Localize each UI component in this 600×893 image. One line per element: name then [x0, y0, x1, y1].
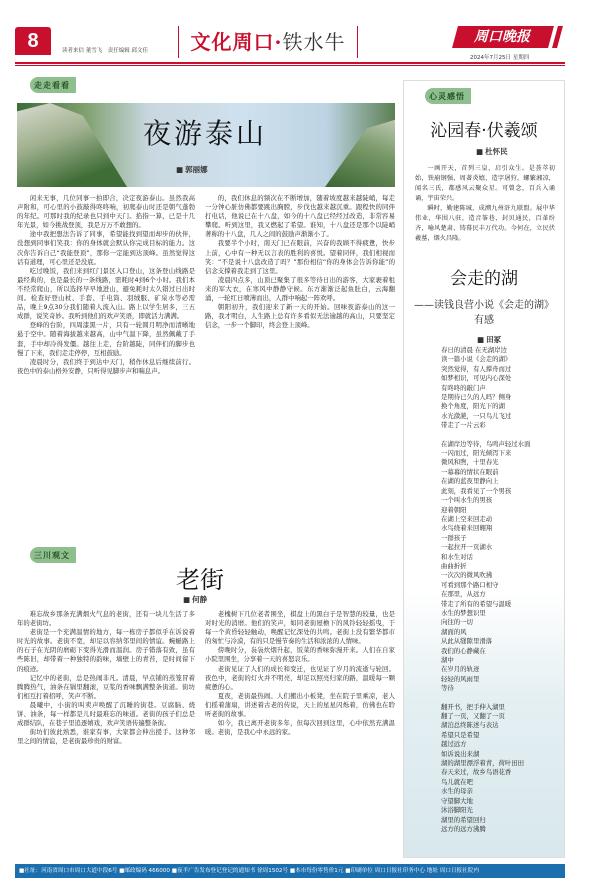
paragraph: 老街是一个充满温情的地方，每一栋房子都似乎在诉说着时光的故事。老街不宽，却足以容纳邻里间的情谊。蜿蜒路上的石子在光阴的磨砺下变得光滑而温润。房子错落有致，虽有些陈旧，却带着一种独特的韵味，墙壁上的青苔，是时间留下的痕迹。	[17, 628, 195, 673]
poem-title: 会走的湖	[450, 269, 518, 289]
poem1-text	[415, 164, 555, 242]
footer-bar: ■社址：河南省周口市周口大道中段6号 ■邮政编码 466000 ■夜半广告发布登记登记的通知书 徐周1502号 ■本市每份零售价1元 ■印刷单位 周口日报社印务中心 地址 周口日报社院内	[15, 864, 565, 878]
paragraph: 一画开天，首列三皇，启引众生。是荟萃初始，铁崩钢强，周著炎嬉，造字屠狩。螺繁湘凉，闻名三氏，都感风云聚众星。可曾念，百兵入诵诵，宇宙荣兴。	[415, 165, 555, 202]
paragraph: 春日的清晨 在无湖岸边 读一篇小说《会走的湖》 突然觉得，有人撑舟而过 如梦相识，可见内心深处 有咚咚的敲门声 是期待已久的人吗？侧身 换个角度，阳光下的湖 水光潋滟，一只鸟儿飞过 带走了一片云彩	[441, 346, 512, 430]
article-author: ■ 何静	[183, 594, 207, 605]
paragraph: 如今，我已离开老街多年，但每次回到这里，心中依然充满温暖。老街，是我心中永远的家。	[205, 719, 395, 737]
section-tag-travel: 走走看看	[30, 77, 76, 93]
article-author: ■ 郭丽娜	[176, 164, 208, 175]
paragraph: 老槐树下几位老者围坐，棋盘上的黑白子是智慧的较量，也是对时光的消磨。他们的笑声，如同老街屋檐下的风铃轻轻摇曳，于每一个黄昏轻轻触动，唤醒记忆深处的共鸣。老街上没有繁华都市的匆忙与冷漠，有的只是慢节奏的生活和浓浓的人情味。	[205, 610, 395, 646]
paragraph: 登峰的台阶，四周漆黑一片，只有一轮圆月明净而清晰地悬于空中。随着海拔越来越高，山中气温下降，虽然佩戴了手套，手中却冷得发僵。越往上走，台阶越陡，同伴们的脚步也慢了下来，我们走走停停，互相鼓励。	[17, 321, 195, 357]
poem2-stanzas	[441, 346, 561, 851]
masthead-main: 文化周口·	[190, 30, 283, 54]
paragraph: 途中我把想法告诉了同事，希望能找到望而却步的伙伴，没想到同事们笑我：你的身体就会默认你完成目标的能力。这次你告诉自己“我能登顶”，那你一定能到达顶峰。虽然觉得这话有道理，可心里还是没底。	[17, 230, 195, 266]
article-title: 夜游泰山	[142, 117, 267, 150]
poem-author: ■ 田冢	[477, 334, 501, 345]
poem-title: 沁园春·伏羲颂	[430, 121, 538, 141]
paragraph: 在湖岸边等待，鸟鸣声轻过水面 一闪而过，阳光倾泻下来 微风和煦，十里春光 一幕幕的情状在眼前 在湖的蓝夜里静向上 此刻，我看见了一个男孩 一个叫水生的男孩 迎着朝阳 在湖上空来回走动 水鸟绕着来回翱翔 一群孩子 一起拉开一页湖水 和水生对话 曲曲折折 一次次的微风吹拂 可看到那个路口相守 在那里，从远方 带走了所有的希望与温暖 水生的梦想识里 向往的一切 湖面的风 从此从缝隙里滑落 我们的心静藏在 湖中 在岁月的轨迹 轻轻的风雨里 等待	[441, 439, 531, 693]
poem-author: ■ 杜怀民	[476, 146, 508, 157]
article-title: 老街	[176, 566, 224, 594]
paragraph: 记忆中的老街，总是热闹非凡。清晨，早点铺的蒸笼冒着腾腾热气，油条在锅里翻滚，豆浆的香味飘满整条街道。街坊们相互打着招呼，笑声不断。	[17, 673, 195, 700]
paragraph: 凌晨四点多，山顶已聚集了很多等待日出的游客，大家裹着租来的军大衣，在寒风中静静守候。东方渐渐泛起鱼肚白，云海翻涌，一轮红日喷薄而出，人群中响起一阵欢呼。	[205, 275, 395, 303]
paragraph: 的，我们休息的频次在不断增加，随着坡度越来越陡峭，每走一分钟心脏仿佛都要跳出胸膛，步伐也越来越沉重。跟程快的同伴打电话，他说已在十八盘，如今的十八盘已经经过改造，非常容易攀爬。听到这里，我又燃起了希望。谁知，十八盘还是那个以陡峭著称的十八盘，几人之间的鼓励声渐渐小了。	[205, 194, 395, 239]
paragraph: 难忘故乡那条充满烟火气息的老街，还有一块儿生活了多年的老街坊。	[17, 610, 195, 628]
section-tag-culture: 三川观文	[30, 547, 76, 563]
paragraph: 夏夜，老街最热闹。人们搬出小板凳，坐在院子里乘凉，老人们摇着蒲扇，讲述着古老的传说，天上的星星闪烁着，仿佛也在聆听老街的故事。	[205, 691, 395, 719]
paragraph: 晨曦中，小街的叫卖声唤醒了沉睡的街巷。豆腐脑、烧饼、油条，每一样都是儿时最难忘的味道。老街的孩子们总是成群结队，在巷子里追逐嬉戏，欢声笑语传遍整条街。	[17, 700, 195, 728]
poem-subtitle: ——读钱良营小说《会走的湖》	[414, 300, 554, 311]
paragraph: 闲来无事，几位同事一拍即合，决定夜游泰山。虽然我高声附和，可心里的小鼓敲得咚咚响，初爬泰山时还是朝气蓬勃的年纪。可那时我的纪录也只到中天门。掐指一算，已是十几年光景，如今挑战登顶，我是万万不敢想的。	[17, 194, 195, 230]
section-masthead	[178, 26, 358, 58]
header-divider	[15, 62, 565, 64]
paragraph: 翻开书，把手伸入湖里 翻了一页，又翻了一页 湖泊总终陈述与表达 希望只是希望 越过远方 如诉说出来湖 湖的湖里漂浮着青，荷叶田田 春天来过，故乡鸟语花香 鸟儿就在吧 水生的母亲 守望脚大地 沐浴脚阳光 湖里的希望回归 远方的远方沸腾	[441, 702, 525, 833]
paragraph: 吃过晚饭，我们来到红门景区入口登山，这条登山线路是最经典的，也是最长的一条线路，需耗时4到6个小时。我们本不经常爬山，所以选择早早地进山，避免耗时太久错过日出时间。检查好登山杖、手套、手电筒、羽绒服、矿泉水等必需品，晚上9点30分我们随着人流入山。路上以学生居多，三五成群，说笑奇妙。我听到他们的欢声笑语，即就活力满满。	[17, 266, 195, 321]
issue-date: 2024年7月25日 星期四	[470, 55, 530, 61]
paragraph: 瞬时，勤建陈城，成溯九州浒九联盟。展中华伟业，华围八驻，造音筝巷，封贝通民，百革纷齐，喻风楚肃，铸幕民丰万代功。今何在，立民伏羲墓，烟火昌隆。	[415, 205, 555, 242]
editors-line: 读者来信 董雪飞 责任编辑 邱文佳	[62, 48, 148, 54]
article2-column-1	[17, 610, 195, 858]
logo-slash-decoration	[552, 26, 563, 48]
paragraph: 朝阳初升，我们迎来了新一天的开始。回味夜游泰山的这一路，我才明白，人生路上总有许多看似无法逾越的高山，只要坚定信念，一步一个脚印，终会登上顶峰。	[205, 303, 395, 330]
paragraph: 凌晨时分，我们终于到达中天门，稍作休息后继续前行。夜色中的泰山格外安静，只听得见脚步声和喘息声。	[17, 357, 195, 375]
poem-subtitle-line2: 有感	[474, 315, 494, 326]
masthead-sub: 铁水牛	[282, 30, 346, 54]
header-divider-thin	[15, 65, 565, 66]
article2-column-2	[205, 610, 395, 858]
paragraph: 老街见证了人们的成长和变迁，也见证了岁月的流逝与轮回。夜色中，老街的灯火并不明亮，却足以照亮归家的路，温暖每一颗疲惫的心。	[205, 664, 395, 691]
paragraph: 傍晚时分，袅袅炊烟升起，饭菜的香味弥漫开来。人们在自家小院里围坐，分享着一天的喜怒哀乐。	[205, 646, 395, 664]
article1-column-2	[205, 194, 395, 544]
page-number: 8	[15, 27, 51, 55]
section-tag-insight: 心灵感悟	[425, 88, 471, 104]
newspaper-logo: 周口晚报	[452, 26, 554, 48]
paragraph: 街坊们彼此熟悉，谁家有事，大家都会伸出援手。这种邻里之间的情谊，是老街最珍贵的财富。	[17, 728, 195, 746]
article1-column-1	[17, 194, 195, 544]
paragraph: 我要半个小时，南天门已在眼前，兴奋的我顾不得疲惫，快步上前，心中有一种无以言表的胜利的喜悦。望着同伴，我们相视而笑：“不是说十八盘改造了吗？”那份相信“你的身体会告诉你能”的信念支撑着我走到了这里。	[205, 239, 395, 275]
